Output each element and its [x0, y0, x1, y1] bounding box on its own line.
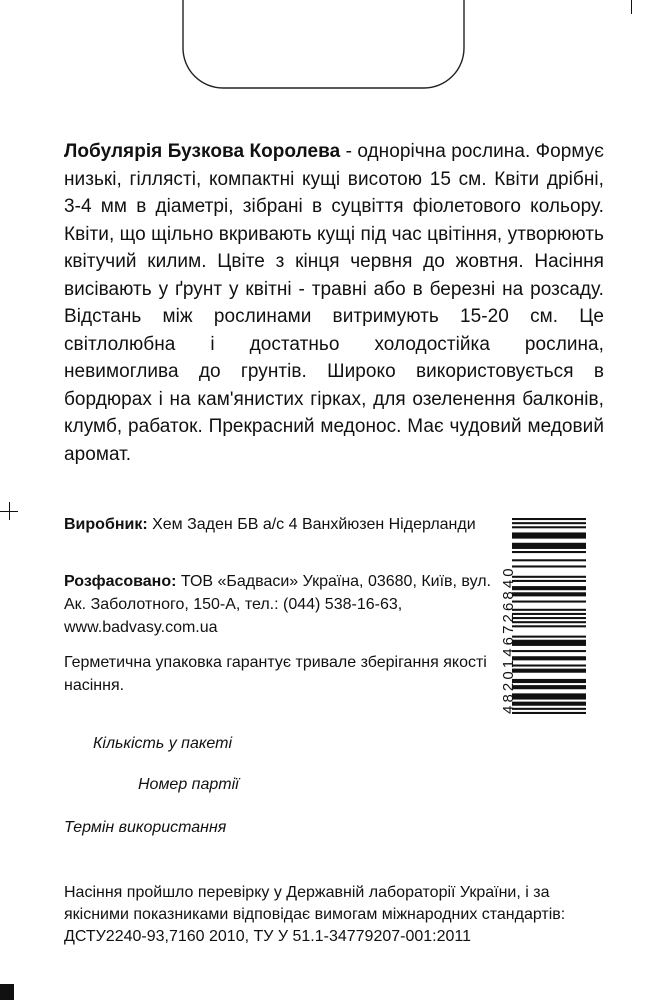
barcode-bar	[512, 664, 586, 666]
barcode-bar	[512, 640, 586, 646]
barcode-bar	[512, 669, 586, 673]
batch-label: Номер партії	[138, 776, 239, 793]
hermetic-note: Герметична упаковка гарантує тривале зберігання якості насіння.	[64, 654, 487, 694]
certification-text: Насіння пройшло перевірку у Державній лабораторії України, і за якісними показниками відповідає вимогам міжнародних стандартів: ДСТУ2240-93,7160 2010, ТУ У 51.1-34779207-001:2011	[64, 884, 566, 945]
barcode-bar	[512, 621, 586, 623]
barcode-bar	[512, 650, 586, 652]
barcode-bar	[512, 702, 586, 706]
barcode-bar	[512, 601, 586, 603]
barcode-bar	[512, 518, 586, 520]
barcode-bar	[512, 636, 586, 638]
barcode-bar	[512, 617, 586, 619]
barcode-bar	[512, 613, 586, 615]
product-description	[64, 138, 604, 468]
crop-mark-top	[631, 0, 632, 14]
barcode-bar	[512, 580, 586, 582]
barcode-bar	[512, 565, 586, 567]
crop-mark-left-vertical	[9, 502, 10, 520]
packer-label: Розфасовано:	[64, 573, 177, 590]
barcode-bar	[512, 543, 586, 549]
barcode-bar	[512, 526, 586, 528]
barcode-bar	[512, 532, 586, 538]
barcode-bar	[512, 685, 586, 689]
barcode	[512, 518, 586, 714]
barcode-bar	[512, 592, 586, 596]
description-text: - однорічна рослина. Формує низькі, гіллясті, компактні кущі висотою 15 см. Квіти дрібні, 3-4 мм в діаметрі, зібрані в суцвіття фіолетового кольору. Квіти, що щільно вкривають кущі під час цвітіння, утворюють квітучий килим. Цвіте з кінця червня до жовтня. Насіння висівають у ґрунт у квітні - травні або в березні на розсаду. Відстань між рослинами витримують 15-20 см. Це світлолюбна і достатньо холодостійка рослина, невимоглива до грунтів. Широко використовується в бордюрах і на кам'янистих гірках, для озеленення балконів, клумб, рабаток. Прекрасний медонос. Має чудовий медовий аромат.	[64, 141, 605, 465]
producer-text: Хем Заден БВ а/с 4 Ванхйюзен Нідерланди	[147, 516, 476, 533]
corner-block	[0, 984, 14, 1000]
producer-label: Виробник:	[64, 516, 148, 533]
barcode-bar	[512, 712, 586, 714]
quantity-label: Кількість у пакеті	[93, 735, 233, 752]
packer-info	[64, 570, 504, 639]
hang-tab-outline	[182, 0, 465, 90]
barcode-bar	[512, 625, 586, 627]
barcode-bar	[512, 708, 586, 710]
packer-text: ТОВ «Бадваси» Україна, 03680, Київ, вул. Ак. Заболотного, 150-А, тел.: (044) 538-16-63, www.badvasy.com.ua	[64, 573, 491, 636]
barcode-bar	[512, 551, 586, 553]
barcode-bar	[512, 609, 586, 611]
barcode-digits: 4820146726840	[500, 565, 517, 714]
product-title: Лобулярія Бузкова Королева	[64, 141, 341, 162]
barcode-bar	[512, 522, 586, 524]
barcode-bar	[512, 576, 586, 578]
producer-info	[64, 513, 504, 536]
barcode-bar	[512, 679, 586, 683]
barcode-bar	[512, 656, 586, 660]
barcode-bar	[512, 693, 586, 699]
expiry-label: Термін використання	[64, 819, 227, 836]
barcode-bar	[512, 586, 586, 590]
barcode-bar	[512, 559, 586, 561]
